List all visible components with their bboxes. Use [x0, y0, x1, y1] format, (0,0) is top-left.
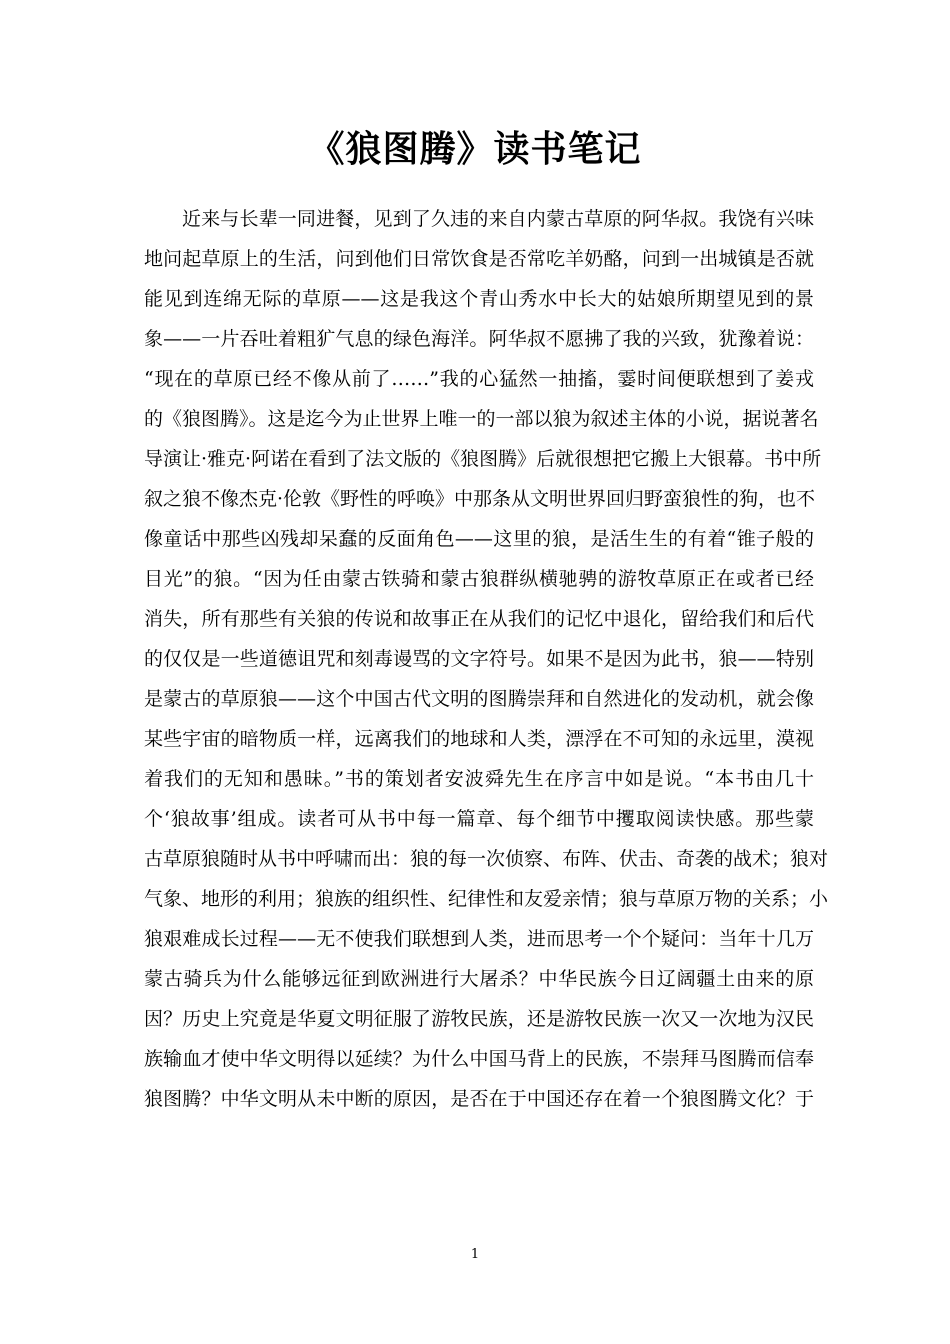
text-line: 狼艰难成长过程——无不使我们联想到人类，进而思考一个个疑问：当年十几万	[144, 928, 814, 950]
document-title: 《狼图腾》读书笔记	[308, 128, 642, 170]
text-line: 能见到连绵无际的草原——这是我这个青山秀水中长大的姑娘所期望见到的景	[144, 288, 814, 310]
text-line: 叙之狼不像杰克·伦敦《野性的呼唤》中那条从文明世界回归野蛮狼性的狗，也不	[144, 488, 816, 510]
text-line: 族输血才使中华文明得以延续？为什么中国马背上的民族，不崇拜马图腾而信奉	[144, 1048, 814, 1070]
text-line: 个‘狼故事’组成。读者可从书中每一篇章、每个细节中攫取阅读快感。那些蒙	[144, 808, 814, 830]
text-line: 气象、地形的利用；狼族的组织性、纪律性和友爱亲情；狼与草原万物的关系；小	[144, 888, 829, 910]
text-line: 狼图腾？中华文明从未中断的原因，是否在于中国还存在着一个狼图腾文化？于	[144, 1088, 814, 1110]
text-line: 导演让·雅克·阿诺在看到了法文版的《狼图腾》后就很想把它搬上大银幕。书中所	[144, 448, 822, 470]
text-line: 着我们的无知和愚昧。”书的策划者安波舜先生在序言中如是说。“本书由几十	[144, 768, 814, 790]
text-line: 目光”的狼。“因为任由蒙古铁骑和蒙古狼群纵横驰骋的游牧草原正在或者已经	[144, 568, 814, 590]
text-line: 因？历史上究竟是华夏文明征服了游牧民族，还是游牧民族一次又一次地为汉民	[144, 1008, 814, 1030]
text-line: 的《狼图腾》。这是迄今为止世界上唯一的一部以狼为叙述主体的小说，据说著名	[144, 408, 819, 430]
text-line: 蒙古骑兵为什么能够远征到欧洲进行大屠杀？中华民族今日辽阔疆土由来的原	[144, 968, 814, 990]
text-line: 消失，所有那些有关狼的传说和故事正在从我们的记忆中退化，留给我们和后代	[144, 608, 814, 630]
text-line: 地问起草原上的生活，问到他们日常饮食是否常吃羊奶酪，问到一出城镇是否就	[144, 248, 814, 270]
body-paragraph	[144, 199, 829, 1119]
page-number: 1	[470, 1247, 480, 1262]
text-line: 古草原狼随时从书中呼啸而出：狼的每一次侦察、布阵、伏击、奇袭的战术；狼对	[144, 848, 829, 870]
text-line: 近来与长辈一同进餐，见到了久违的来自内蒙古草原的阿华叔。我饶有兴味	[182, 208, 814, 230]
text-line: 的仅仅是一些道德诅咒和刻毒谩骂的文字符号。如果不是因为此书，狼——特别	[144, 648, 814, 670]
text-line: 像童话中那些凶残却呆蠢的反面角色——这里的狼，是活生生的有着“锥子般的	[144, 528, 814, 550]
text-line: 象——一片吞吐着粗犷气息的绿色海洋。阿华叔不愿拂了我的兴致，犹豫着说：	[144, 328, 814, 350]
text-line: “现在的草原已经不像从前了……”我的心猛然一抽搐，霎时间便联想到了姜戎	[144, 368, 814, 390]
text-line: 是蒙古的草原狼——这个中国古代文明的图腾崇拜和自然进化的发动机，就会像	[144, 688, 814, 710]
text-line: 某些宇宙的暗物质一样，远离我们的地球和人类，漂浮在不可知的永远里，漠视	[144, 728, 814, 750]
